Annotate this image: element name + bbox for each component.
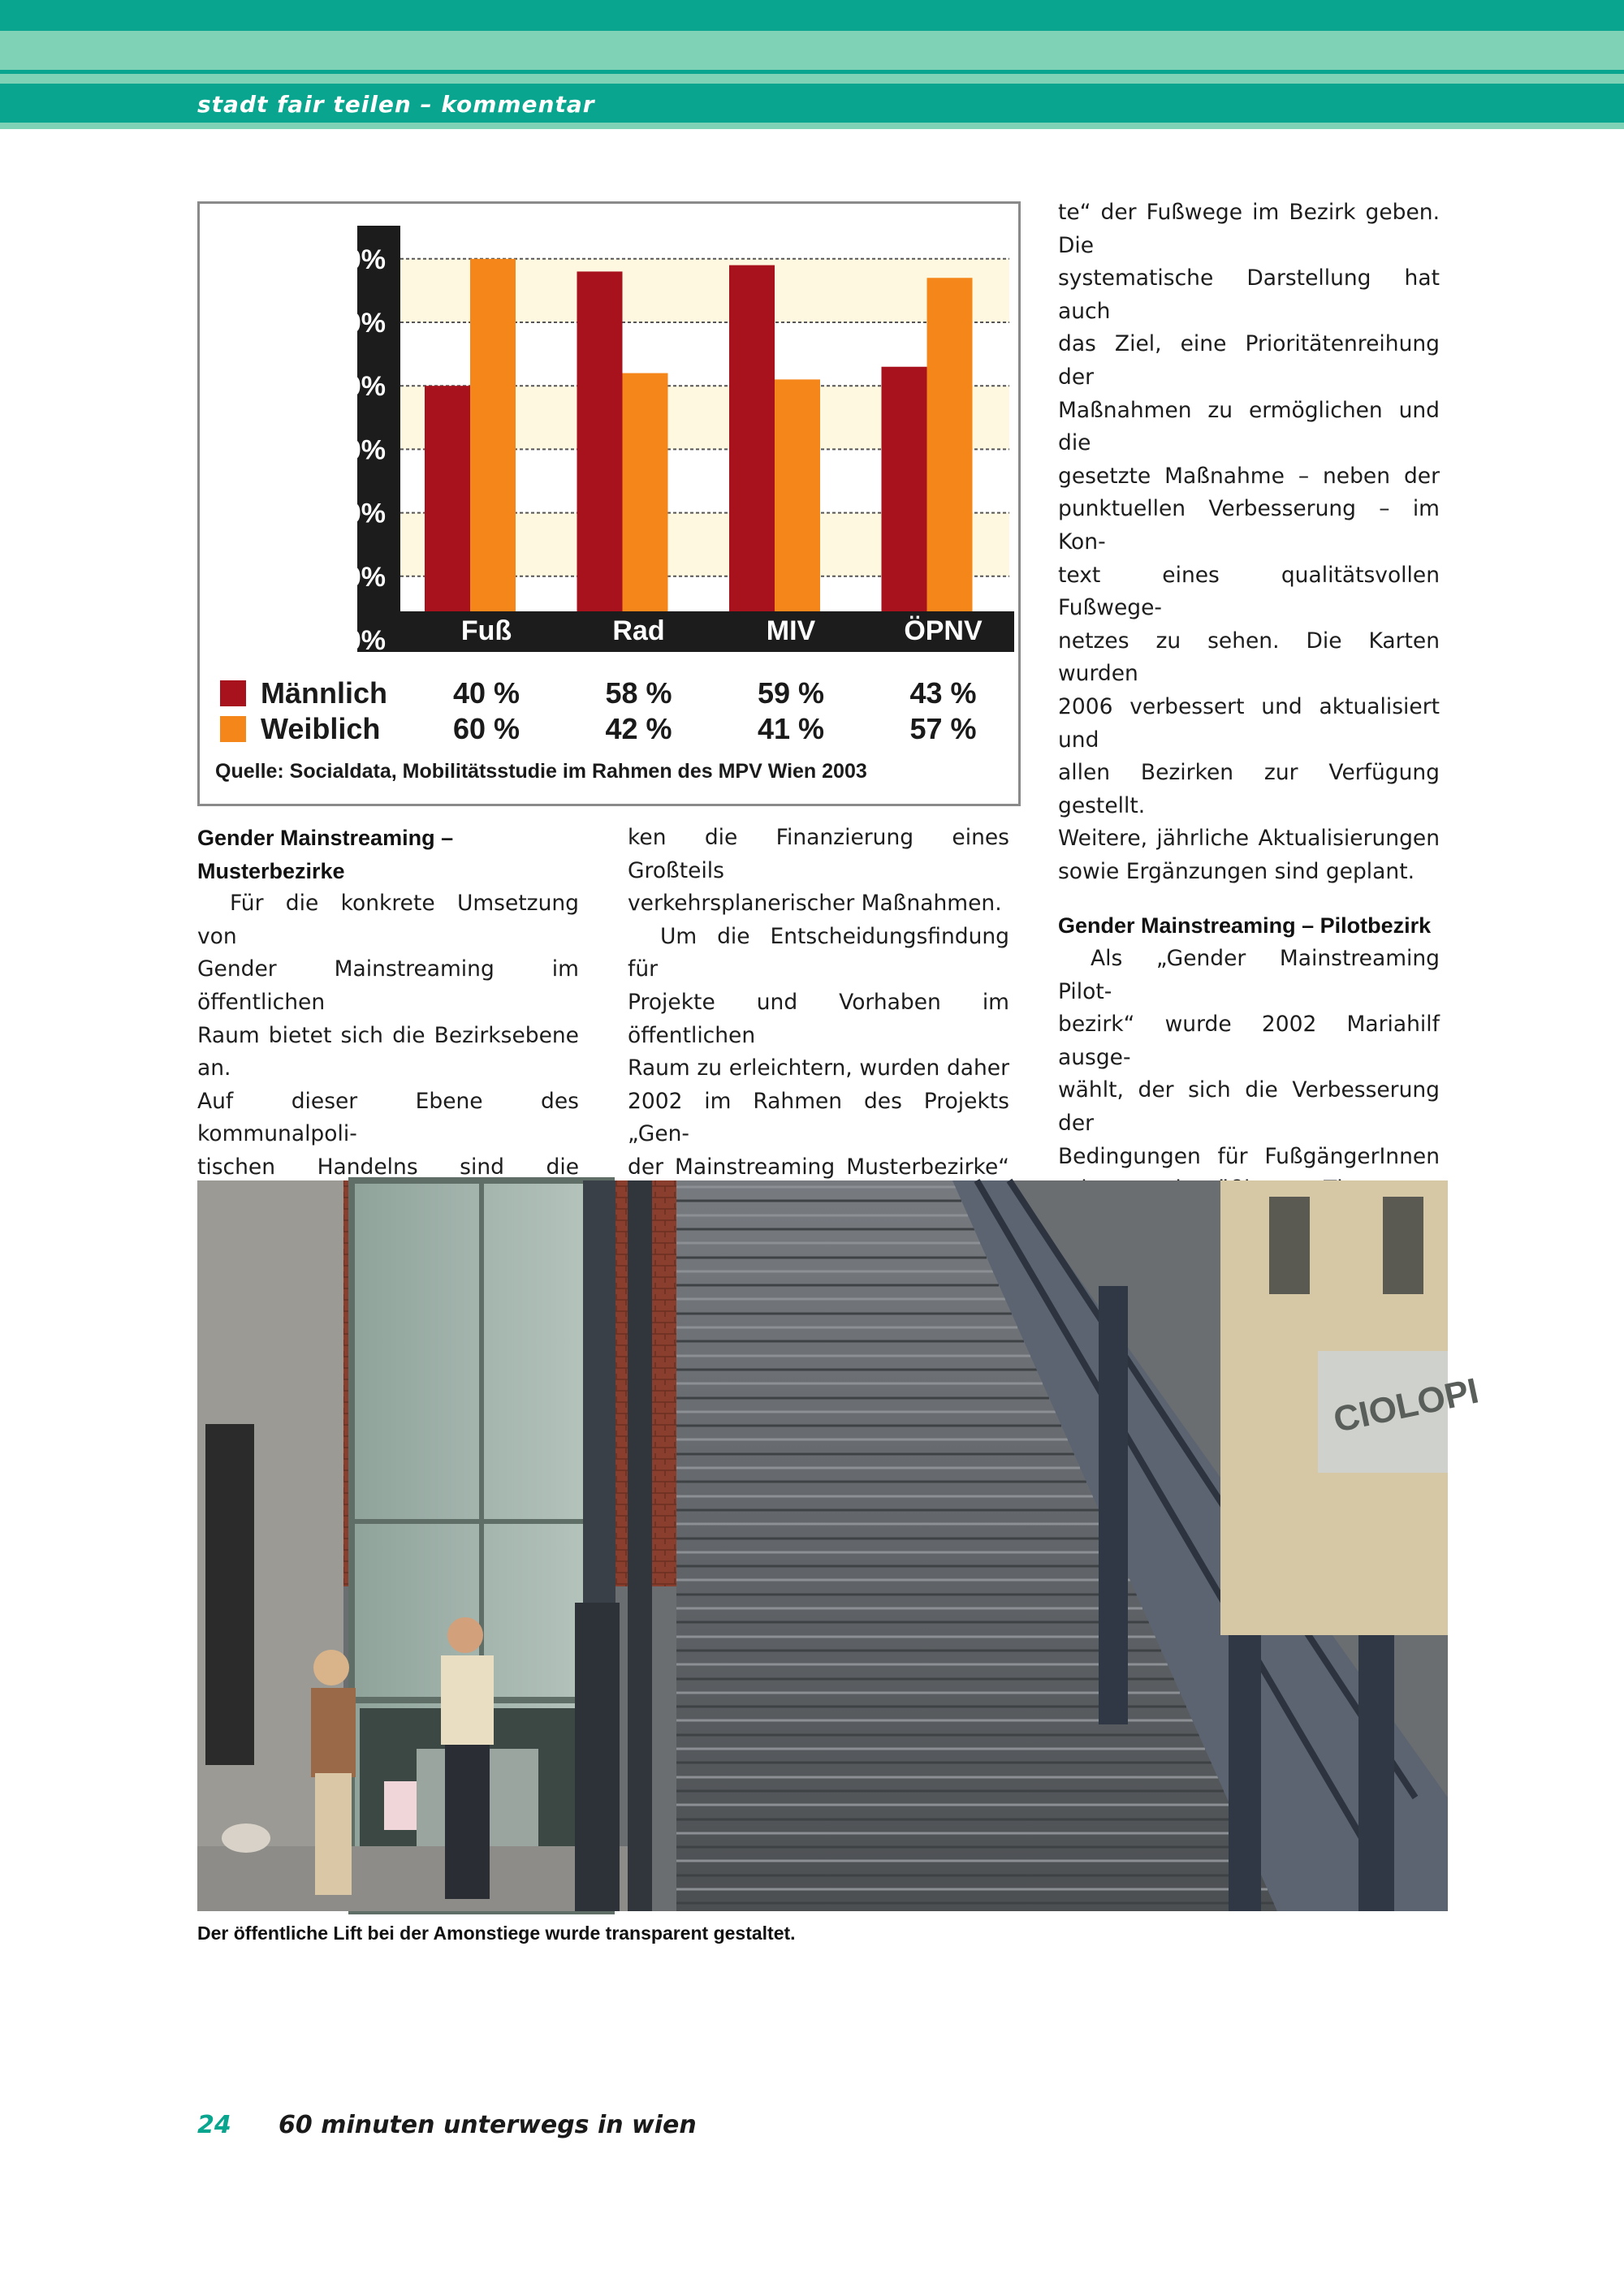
- y-tick-label: 40%: [330, 371, 386, 403]
- header-band-light: [0, 31, 1624, 70]
- text-line: ken die Finanzierung eines Großteils: [628, 825, 1009, 883]
- y-tick-label: 10%: [330, 561, 386, 593]
- data-label: 58 %: [605, 676, 672, 710]
- header-stripe-bottom: [0, 123, 1624, 129]
- text-line: der Mainstreaming Musterbezirke“: [628, 1154, 1009, 1180]
- text-line: Raum bietet sich die Bezirksebene an.: [197, 1022, 579, 1081]
- text-line: punktuellen Verbesserung – im Kon-: [1058, 496, 1440, 555]
- photo-sign-text: CIOLOPI: [1330, 1370, 1483, 1440]
- data-label: 41 %: [757, 712, 825, 745]
- bar-weiblich-1: [623, 373, 668, 611]
- small-dog: [222, 1823, 270, 1853]
- data-label: 59 %: [757, 676, 825, 710]
- bar-männlich-2: [729, 265, 775, 611]
- data-label: 60 %: [452, 712, 520, 745]
- text-line: Projekte und Vorhaben im öffentlichen: [628, 989, 1009, 1048]
- subhead-musterbezirke: Gender Mainstreaming – Musterbezirke: [197, 826, 454, 883]
- legend-swatch-1: [220, 716, 246, 742]
- text-line: allen Bezirken zur Verfügung gestellt.: [1058, 760, 1440, 818]
- text-line: Bedingungen für FußgängerInnen: [1058, 1143, 1440, 1169]
- header-band-top: [0, 0, 1624, 31]
- text-line: gesetzte Maßnahme – neben der: [1058, 463, 1440, 489]
- x-tick-label: ÖPNV: [904, 615, 983, 646]
- footer-title: 60 minuten unterwegs in wien: [279, 2111, 697, 2139]
- data-label: 42 %: [605, 712, 672, 745]
- y-tick-label: 30%: [330, 434, 386, 466]
- text-line: verkehrsplanerischer Maßnahmen.: [628, 891, 1002, 917]
- text-line: netzes zu sehen. Die Karten wurden: [1058, 628, 1440, 687]
- data-label: 57 %: [909, 712, 977, 745]
- bar-männlich-1: [577, 271, 623, 611]
- text-line: Maßnahmen zu ermöglichen und die: [1058, 397, 1440, 456]
- y-tick-label: 0%: [345, 625, 386, 656]
- bar-männlich-3: [882, 367, 927, 611]
- y-tick-label: 60%: [330, 244, 386, 275]
- data-label: 43 %: [909, 676, 977, 710]
- pedestrian-man: [441, 1617, 494, 1899]
- text-line: Raum zu erleichtern, wurden daher: [628, 1055, 1009, 1081]
- bar-weiblich-3: [927, 278, 973, 611]
- bar-männlich-0: [425, 386, 470, 611]
- text-line: tischen Handelns sind die: [197, 1154, 579, 1180]
- text-line: 2002 im Rahmen des Projekts „Gen-: [628, 1088, 1009, 1147]
- text-line: systematische Darstellung hat auch: [1058, 265, 1440, 324]
- text-line: Für die konkrete Umsetzung von: [197, 891, 579, 949]
- photo-illustration: [197, 1180, 1483, 1911]
- header-title: stadt fair teilen – kommentar: [197, 91, 595, 118]
- text-line: sowie Ergänzungen sind geplant.: [1058, 858, 1415, 884]
- y-tick-label: 20%: [330, 498, 386, 529]
- legend-label: Männlich: [261, 676, 388, 710]
- subhead-pilotbezirk: Gender Mainstreaming – Pilotbezirk: [1058, 913, 1432, 939]
- amonstiege-photo: [197, 1180, 1483, 1911]
- text-line: bezirk“ wurde 2002 Mariahilf ausge-: [1058, 1012, 1440, 1070]
- column-3-text-top: [1058, 196, 1440, 888]
- text-line: wählt, der sich die Verbesserung der: [1058, 1077, 1440, 1137]
- text-line: Als „Gender Mainstreaming Pilot-: [1058, 946, 1440, 1004]
- text-line: te“ der Fußwege im Bezirk geben. Die: [1058, 200, 1440, 258]
- text-line: Um die Entscheidungsfindung für: [628, 923, 1009, 982]
- text-line: text eines qualitätsvollen Fußwege-: [1058, 562, 1440, 621]
- bar-weiblich-2: [775, 379, 820, 611]
- legend-label: Weiblich: [261, 712, 381, 745]
- shopping-bag: [384, 1781, 417, 1830]
- x-tick-label: Rad: [612, 615, 665, 646]
- text-line: Gender Mainstreaming im öffentlichen: [197, 956, 579, 1015]
- x-tick-label: Fuß: [460, 615, 512, 646]
- page-number: 24: [197, 2111, 231, 2139]
- data-label: 40 %: [452, 676, 520, 710]
- chart-source: Quelle: Socialdata, Mobilitätsstudie im Rahmen des MPV Wien 2003: [215, 760, 867, 783]
- legend-swatch-0: [220, 680, 246, 706]
- text-line: Weitere, jährliche Aktualisierungen: [1058, 826, 1440, 852]
- header-band-light-2: [0, 74, 1624, 84]
- x-tick-label: MIV: [766, 615, 816, 646]
- text-line: 2006 verbessert und aktualisiert und: [1058, 693, 1440, 753]
- gender-mobility-chart: [197, 201, 1021, 806]
- text-line: Auf dieser Ebene des kommunalpoli-: [197, 1088, 579, 1147]
- photo-caption: Der öffentliche Lift bei der Amonstiege wurde transparent gestaltet.: [197, 1923, 796, 1944]
- text-line: das Ziel, eine Prioritätenreihung der: [1058, 331, 1440, 390]
- bar-weiblich-0: [470, 259, 516, 611]
- y-tick-label: 50%: [330, 308, 386, 339]
